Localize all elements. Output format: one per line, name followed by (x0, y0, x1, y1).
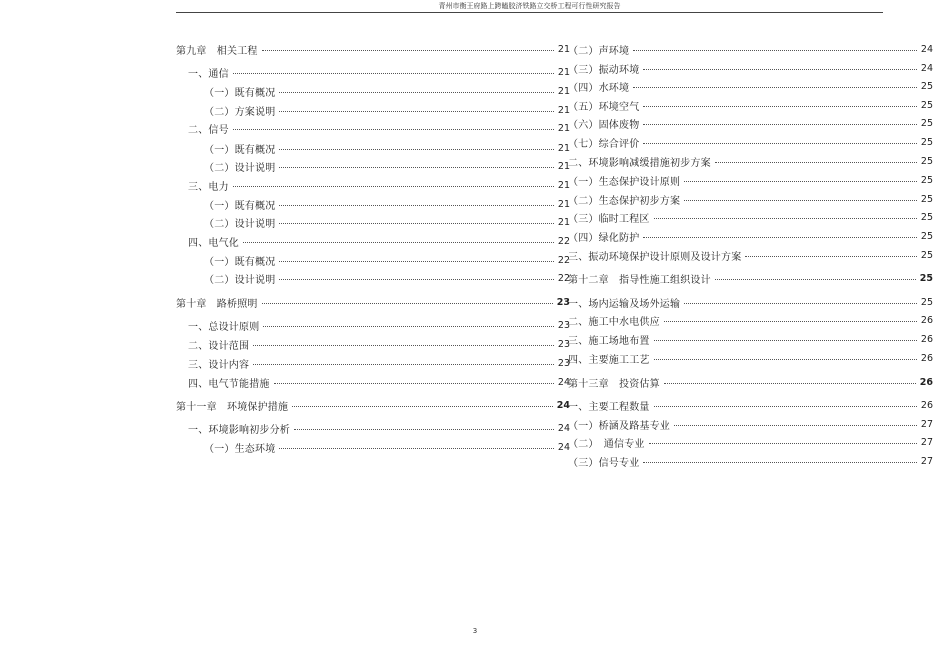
dot-leader (294, 428, 554, 430)
page-footer (0, 627, 950, 635)
toc-entry-page: 27 (920, 418, 933, 430)
toc-entry-page: 25 (919, 272, 933, 284)
toc-entry-page: 21 (557, 216, 570, 228)
toc-entry[interactable] (568, 173, 933, 187)
toc-entry-page: 25 (920, 155, 933, 167)
toc-entry[interactable] (568, 271, 933, 285)
dot-leader (643, 236, 917, 238)
dot-leader (274, 382, 554, 384)
toc-entry[interactable] (568, 98, 933, 112)
dot-leader (279, 222, 554, 224)
toc-entry-page: 21 (557, 122, 570, 134)
toc-entry[interactable] (176, 440, 570, 454)
toc-entry-title: （一）桥涵及路基专业 (568, 420, 670, 432)
toc-entry[interactable] (176, 65, 570, 79)
toc-entry[interactable] (176, 121, 570, 135)
dot-leader (643, 123, 917, 125)
dot-leader (243, 241, 554, 243)
dot-leader (279, 447, 554, 449)
toc-entry-title: （七）综合评价 (568, 138, 640, 150)
toc-entry-page: 23 (557, 338, 570, 350)
dot-leader (279, 110, 554, 112)
toc-entry-title: 第九章 相关工程 (176, 45, 258, 57)
toc-entry-page: 27 (920, 436, 933, 448)
toc-entry[interactable] (176, 215, 570, 229)
toc-entry-page: 24 (920, 62, 933, 74)
toc-entry[interactable] (568, 375, 933, 389)
toc-entry-page: 25 (920, 211, 933, 223)
toc-entry[interactable] (176, 356, 570, 370)
toc-entry-title: （三）信号专业 (568, 457, 640, 469)
toc-entry-title: 三、设计内容 (188, 359, 250, 371)
dot-leader (649, 442, 917, 444)
toc-entry-title: 第十三章 投资估算 (568, 378, 660, 390)
toc-entry-page: 25 (920, 99, 933, 111)
toc-entry-title: （二）设计说明 (204, 274, 276, 286)
toc-entry-page: 26 (920, 399, 933, 411)
dot-leader (633, 86, 917, 88)
toc-entry-title: （四）绿化防护 (568, 232, 640, 244)
toc-entry-page: 26 (920, 333, 933, 345)
toc-entry-title: 三、施工场地布置 (568, 335, 650, 347)
dot-leader (643, 68, 917, 70)
dot-leader (292, 405, 553, 407)
toc-entry[interactable] (176, 103, 570, 117)
toc-entry-title: 三、振动环境保护设计原则及设计方案 (568, 251, 742, 263)
dot-leader (262, 302, 553, 304)
toc-entry-page: 21 (557, 104, 570, 116)
toc-entry[interactable] (176, 337, 570, 351)
dot-leader (279, 91, 554, 93)
dot-leader (715, 278, 916, 280)
toc-entry-title: （三）振动环境 (568, 64, 640, 76)
toc-entry-title: （二）声环境 (568, 45, 630, 57)
dot-leader (279, 260, 554, 262)
header-title: 青州市衡王府路上跨瞌胶济铁路立交桥工程可行性研究报告 (438, 2, 621, 10)
toc-entry-page: 24 (556, 399, 570, 411)
toc-entry-title: （二）生态保护初步方案 (568, 195, 681, 207)
toc-entry-title: 一、场内运输及场外运输 (568, 298, 681, 310)
toc-entry[interactable] (176, 271, 570, 285)
toc-entry-title: 第十章 路桥照明 (176, 298, 258, 310)
dot-leader (654, 405, 917, 407)
toc-entry-page: 21 (557, 85, 570, 97)
toc-entry-page: 21 (557, 66, 570, 78)
toc-entry-title: （四）水环境 (568, 82, 630, 94)
toc-entry[interactable] (568, 116, 933, 130)
toc-entry-page: 21 (557, 160, 570, 172)
toc-entry-page: 22 (557, 254, 570, 266)
toc-entry-title: （三）临时工程区 (568, 213, 650, 225)
toc-entry-title: 四、电气化 (188, 237, 239, 249)
toc-entry-title: （一）生态保护设计原则 (568, 176, 681, 188)
toc-entry-page: 27 (920, 455, 933, 467)
toc-entry[interactable] (176, 295, 570, 309)
dot-leader (279, 148, 554, 150)
toc-entry-page: 22 (557, 272, 570, 284)
toc-entry-page: 23 (557, 319, 570, 331)
toc-entry-title: （一）生态环境 (204, 443, 276, 455)
toc-entry[interactable] (568, 332, 933, 346)
toc-entry[interactable] (176, 318, 570, 332)
dot-leader (654, 217, 917, 219)
dot-leader (664, 382, 916, 384)
toc-entry-page: 25 (920, 249, 933, 261)
dot-leader (233, 72, 554, 74)
toc-entry[interactable] (176, 42, 570, 56)
dot-leader (262, 49, 554, 51)
toc-entry-page: 21 (557, 142, 570, 154)
toc-entry-page: 24 (557, 441, 570, 453)
toc-entry-title: （一）既有概况 (204, 87, 276, 99)
toc-entry[interactable] (568, 398, 933, 412)
dot-leader (253, 344, 554, 346)
toc-entry[interactable] (568, 229, 933, 243)
toc-entry-title: 二、设计范围 (188, 340, 250, 352)
dot-leader (684, 199, 917, 201)
toc-entry[interactable] (176, 178, 570, 192)
toc-entry[interactable] (568, 135, 933, 149)
toc-entry-title: 一、环境影响初步分析 (188, 424, 290, 436)
toc-entry[interactable] (568, 154, 933, 168)
toc-entry[interactable] (568, 79, 933, 93)
toc-entry-page: 25 (920, 296, 933, 308)
toc-entry[interactable] (568, 210, 933, 224)
toc-entry-title: （一）既有概况 (204, 144, 276, 156)
toc-entry-title: 一、总设计原则 (188, 321, 260, 333)
dot-leader (279, 278, 554, 280)
toc-entry-title: （二）设计说明 (204, 218, 276, 230)
dot-leader (745, 255, 917, 257)
toc-entry-title: 第十一章 环境保护措施 (176, 401, 289, 413)
toc-entry-page: 21 (557, 179, 570, 191)
toc-entry-title: 三、电力 (188, 181, 229, 193)
dot-leader (643, 105, 917, 107)
toc-entry-page: 25 (920, 193, 933, 205)
toc-entry-title: 二、施工中水电供应 (568, 316, 660, 328)
toc-entry-title: 二、环境影响减缓措施初步方案 (568, 157, 711, 169)
dot-leader (279, 166, 554, 168)
toc-entry[interactable] (176, 141, 570, 155)
toc-entry[interactable] (176, 197, 570, 211)
toc-entry[interactable] (568, 417, 933, 431)
toc-entry-page: 21 (557, 198, 570, 210)
toc-entry[interactable] (176, 398, 570, 412)
dot-leader (684, 180, 917, 182)
toc-entry[interactable] (568, 192, 933, 206)
dot-leader (654, 339, 917, 341)
toc-entry-page: 25 (920, 80, 933, 92)
toc-entry[interactable] (568, 42, 933, 56)
toc-entry[interactable] (568, 295, 933, 309)
toc-entry[interactable] (568, 313, 933, 327)
toc-entry-title: 二、信号 (188, 124, 229, 136)
toc-entry-page: 21 (557, 43, 570, 55)
toc-entry[interactable] (176, 421, 570, 435)
toc-entry-page: 26 (920, 314, 933, 326)
dot-leader (674, 424, 917, 426)
dot-leader (233, 128, 554, 130)
toc-entry-page: 23 (557, 357, 570, 369)
toc-entry-page: 23 (556, 296, 570, 308)
toc-entry-page: 24 (557, 376, 570, 388)
dot-leader (233, 185, 554, 187)
toc-entry-title: 一、通信 (188, 68, 229, 80)
toc-entry-page: 26 (919, 376, 933, 388)
toc-entry-page: 25 (920, 136, 933, 148)
toc-entry-title: （二）方案说明 (204, 106, 276, 118)
toc-entry-title: 一、主要工程数量 (568, 401, 650, 413)
toc-entry-title: 四、主要施工工艺 (568, 354, 650, 366)
toc-entry-title: （一）既有概况 (204, 256, 276, 268)
page-header (176, 0, 883, 13)
toc-entry[interactable] (568, 454, 933, 468)
dot-leader (253, 363, 554, 365)
toc-entry-page: 22 (557, 235, 570, 247)
page-number: 3 (472, 627, 478, 635)
toc-entry[interactable] (176, 253, 570, 267)
dot-leader (715, 161, 917, 163)
toc-entry-page: 26 (920, 352, 933, 364)
toc-entry[interactable] (176, 159, 570, 173)
dot-leader (643, 461, 917, 463)
dot-leader (263, 325, 554, 327)
toc-entry-title: （五）环境空气 (568, 101, 640, 113)
toc-entry[interactable] (568, 351, 933, 365)
dot-leader (684, 302, 917, 304)
toc-entry-page: 24 (920, 43, 933, 55)
toc-entry-title: 四、电气节能措施 (188, 378, 270, 390)
dot-leader (279, 204, 554, 206)
dot-leader (664, 320, 917, 322)
toc-entry-page: 25 (920, 174, 933, 186)
dot-leader (643, 142, 917, 144)
dot-leader (654, 358, 917, 360)
toc-entry[interactable] (568, 435, 933, 449)
toc-entry-page: 24 (557, 422, 570, 434)
toc-entry[interactable] (176, 84, 570, 98)
toc-entry[interactable] (568, 61, 933, 75)
toc-entry-page: 25 (920, 117, 933, 129)
toc-entry-title: （二） 通信专业 (568, 438, 645, 450)
dot-leader (633, 49, 917, 51)
toc-entry-title: 第十二章 指导性施工组织设计 (568, 274, 711, 286)
toc-entry[interactable] (176, 234, 570, 248)
toc-entry-title: （六）固体废物 (568, 119, 640, 131)
toc-entry-page: 25 (920, 230, 933, 242)
toc-entry-title: （二）设计说明 (204, 162, 276, 174)
toc-entry[interactable] (176, 375, 570, 389)
toc-entry-title: （一）既有概况 (204, 200, 276, 212)
toc-entry[interactable] (568, 248, 933, 262)
